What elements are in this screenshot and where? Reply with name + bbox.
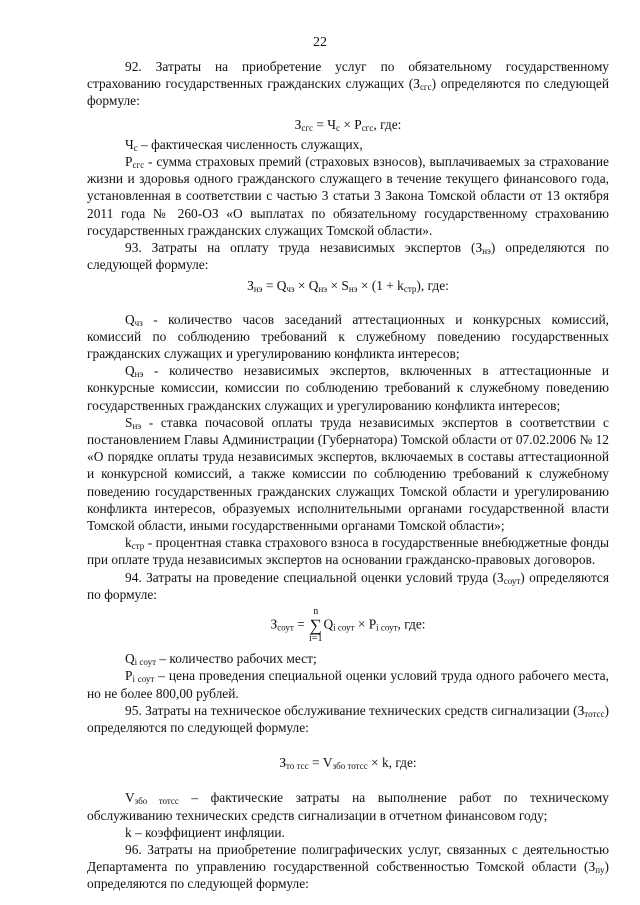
definition-psout: $P_{i соут}$ – цена проведения специальной оценки условий труда одного рабочего места, но не более 800,00 рублей.	[87, 668, 609, 701]
definition-qne: $Q_{нэ}$ - количество независимых экспертов, включенных в аттестационные и конкурсные комиссии, комиссии по соблюдению требований к служебному поведению государственных гражданских служащих и урегулированию конфликта интересов;	[87, 363, 609, 413]
definition-qsout: $Q_{i соут}$ – количество рабочих мест;	[125, 651, 317, 668]
formula-93: $З_{нэ} = Q_{чз} \times Q_{нэ} \times S_{нэ} \times (1 + k_{стр})$, где:	[247, 278, 449, 295]
definition-vzbo: $V_{збо тотсс}$ – фактические затраты на выполнение работ по техническому обслуживанию технических средств сигнализации в отчетном финансовом году;	[87, 790, 609, 823]
summation-sign: n ∑ i=1	[309, 606, 323, 645]
paragraph-94: 94. Затраты на проведение специальной оценки условий труда $(З_{соут})$ определяются по формуле:	[87, 569, 609, 602]
definition-qchz: $Q_{чз}$ - количество часов заседаний аттестационных и конкурсных комиссий, комиссий по соблюдению требований к служебному поведению государственных гражданских служащих и урегулированию конфликта интересов;	[87, 311, 609, 362]
formula-95: $З_{то тсс} = V_{збо тотсс} \times k$, где:	[279, 755, 417, 772]
document-body	[87, 58, 609, 893]
formula-92: $З_{сгс} = Ч_с \times Р_{сгс}$, где:	[294, 116, 402, 133]
definition-k: k – коэффициент инфляции.	[125, 824, 285, 840]
definition-kstr: $k_{стр}$ - процентная ставка страхового взноса в государственные внебюджетные фонды при оплате труда независимых экспертов на основании гражданско-правовых договоров.	[87, 535, 609, 568]
definition-sne: $S_{нэ}$ - ставка почасовой оплаты труда независимых экспертов в соответствии с постановлением Главы Администрации (Губернатора) Томской области от 07.02.2006 № 12 «О порядке оплаты труда независимых экспертов, включаемых в составы аттестационной и конкурсной комиссий, а также комиссии по соблюдению требований к служебному поведению государственных гражданских служащих Томской области и урегулированию конфликта интересов, образуемых исполнительными органами государственной власти Томской области, иными государственными органами Томской области»;	[87, 414, 609, 534]
formula-94: $З_{соут}$ = n ∑ i=1 $Q_{i соут} \times P_{i соут}$, где:	[270, 606, 426, 645]
paragraph-92: 92. Затраты на приобретение услуг по обязательному государственному страхованию государственных гражданских служащих $(З_{сгс})$ определяются по следующей формуле:	[87, 59, 609, 109]
definition-rsgs: $Р_{сгс}$ - сумма страховых премий (страховых взносов), выплачиваемых за страхование жизни и здоровья одного гражданского служащего в течение текущего финансового года, установленная в соответствии с частью 3 статьи 3 Закона Томской области от 13 октября 2011 года № 260-ОЗ «О выплатах по обязательному государственному страхованию государственных гражданских служащих Томской области».	[87, 154, 609, 238]
paragraph-93: 93. Затраты на оплату труда независимых экспертов $(З_{нэ})$ определяются по следующей формуле:	[87, 240, 609, 273]
paragraph-95: 95. Затраты на техническое обслуживание технических средств сигнализации $(З_{тотсс})$ определяются по следующей формуле:	[87, 702, 609, 735]
paragraph-96: 96. Затраты на приобретение полиграфических услуг, связанных с деятельностью Департамента по управлению государственной собственностью Томской области $(З_{пу})$ определяются по следующей формуле:	[87, 841, 609, 892]
page-number: 22	[313, 35, 327, 50]
definition-chs: $Ч_с$ – фактическая численность служащих,	[125, 136, 363, 153]
